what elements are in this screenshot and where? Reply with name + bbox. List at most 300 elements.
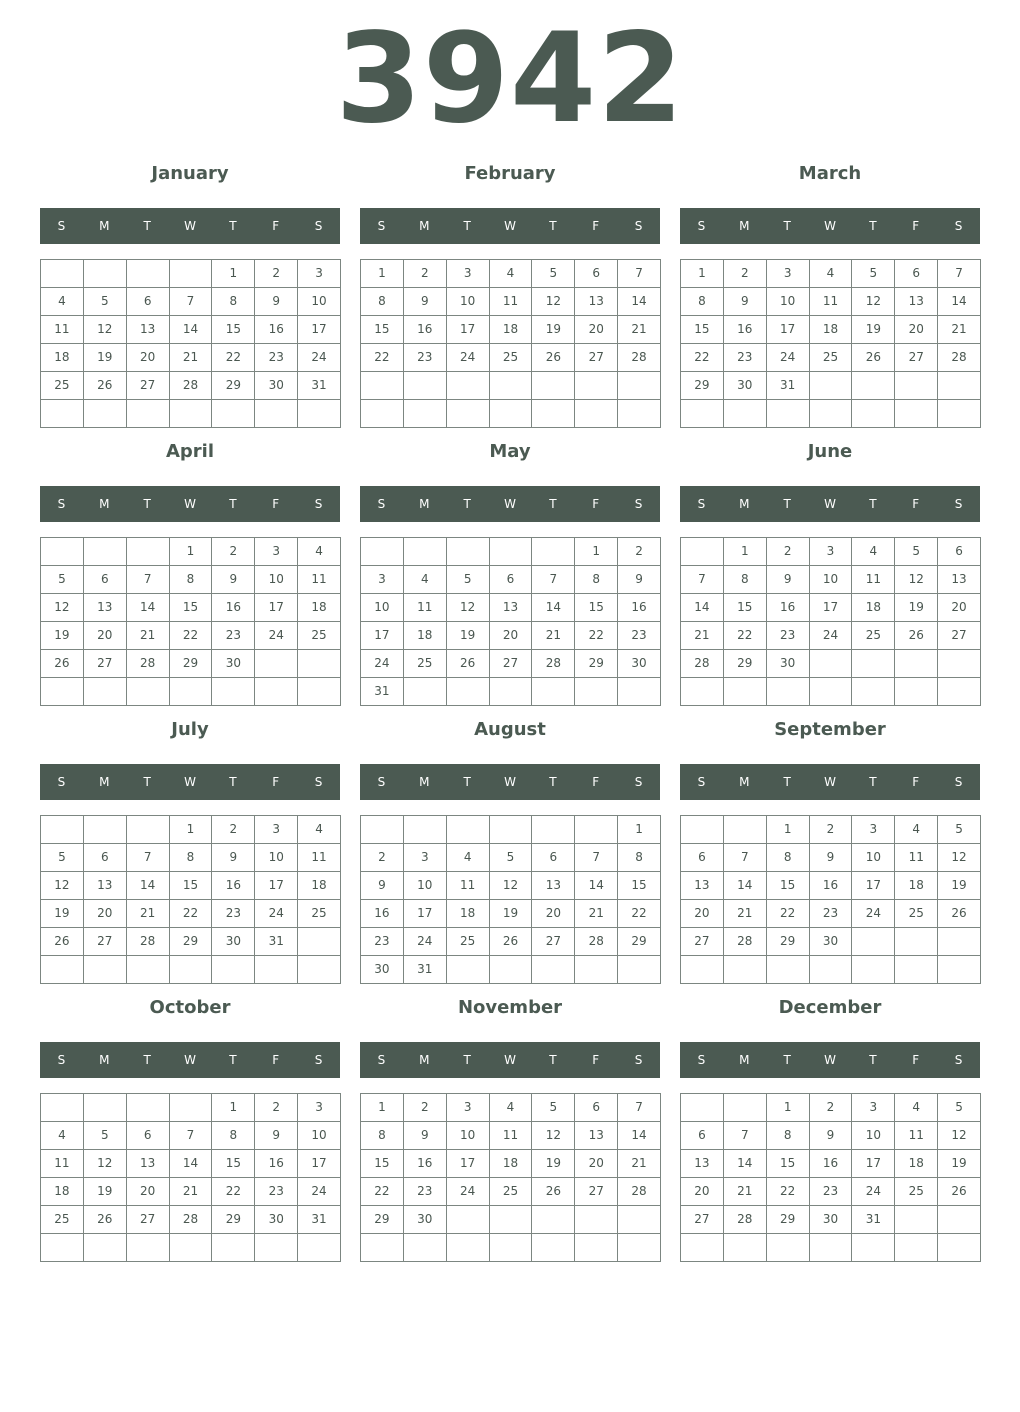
day-cell: 19 <box>938 872 981 900</box>
day-cell: 3 <box>298 260 341 288</box>
day-cell: 19 <box>84 344 127 372</box>
empty-day-cell <box>810 678 853 706</box>
weekday-label: M <box>419 1053 430 1067</box>
day-cell: 15 <box>170 872 213 900</box>
empty-day-cell <box>681 400 724 428</box>
day-cell: 19 <box>490 900 533 928</box>
day-cell: 26 <box>532 344 575 372</box>
day-cell: 5 <box>490 844 533 872</box>
day-cell: 18 <box>298 594 341 622</box>
day-grid <box>360 1093 661 1262</box>
day-cell: 6 <box>895 260 938 288</box>
day-cell: 13 <box>532 872 575 900</box>
day-cell: 26 <box>84 372 127 400</box>
weekday-label: M <box>99 497 110 511</box>
empty-day-cell <box>361 538 404 566</box>
day-cell: 1 <box>212 260 255 288</box>
day-cell: 21 <box>681 622 724 650</box>
day-cell: 23 <box>404 344 447 372</box>
weekday-label: W <box>504 775 516 789</box>
empty-day-cell <box>170 400 213 428</box>
day-cell: 19 <box>41 622 84 650</box>
day-cell: 29 <box>767 928 810 956</box>
day-cell: 15 <box>681 316 724 344</box>
day-cell: 2 <box>618 538 661 566</box>
day-cell: 31 <box>361 678 404 706</box>
day-cell: 1 <box>212 1094 255 1122</box>
day-cell: 25 <box>298 900 341 928</box>
day-cell: 21 <box>575 900 618 928</box>
day-cell: 12 <box>852 288 895 316</box>
day-cell: 10 <box>298 288 341 316</box>
day-grid <box>40 537 341 706</box>
empty-day-cell <box>404 816 447 844</box>
weekday-label: M <box>739 219 750 233</box>
empty-day-cell <box>575 1206 618 1234</box>
day-cell: 4 <box>852 538 895 566</box>
day-cell: 29 <box>575 650 618 678</box>
empty-day-cell <box>938 956 981 984</box>
day-cell: 19 <box>895 594 938 622</box>
empty-day-cell <box>447 372 490 400</box>
day-cell: 10 <box>255 566 298 594</box>
day-cell: 11 <box>41 1150 84 1178</box>
weekday-label: S <box>954 775 963 789</box>
empty-day-cell <box>255 650 298 678</box>
weekday-label: T <box>783 497 791 511</box>
day-cell: 29 <box>724 650 767 678</box>
day-cell: 10 <box>852 844 895 872</box>
day-cell: 12 <box>41 594 84 622</box>
empty-day-cell <box>810 400 853 428</box>
empty-day-cell <box>938 650 981 678</box>
day-cell: 12 <box>84 1150 127 1178</box>
weekday-label: W <box>824 497 836 511</box>
day-cell: 5 <box>532 1094 575 1122</box>
empty-day-cell <box>895 678 938 706</box>
day-cell: 28 <box>170 1206 213 1234</box>
weekday-label: S <box>634 1053 643 1067</box>
day-cell: 20 <box>490 622 533 650</box>
weekday-label: T <box>783 219 791 233</box>
empty-day-cell <box>618 400 661 428</box>
weekday-label: S <box>57 219 66 233</box>
day-cell: 1 <box>681 260 724 288</box>
month-name: April <box>165 441 215 462</box>
empty-day-cell <box>490 1234 533 1262</box>
day-grid <box>680 815 981 984</box>
empty-day-cell <box>255 678 298 706</box>
day-cell: 23 <box>361 928 404 956</box>
day-cell: 13 <box>681 872 724 900</box>
weekday-label: T <box>869 775 877 789</box>
weekday-label: M <box>419 219 430 233</box>
day-cell: 17 <box>298 316 341 344</box>
empty-day-cell <box>938 400 981 428</box>
day-cell: 6 <box>532 844 575 872</box>
month-name: October <box>149 997 231 1018</box>
empty-day-cell <box>681 538 724 566</box>
empty-day-cell <box>298 928 341 956</box>
day-cell: 2 <box>810 1094 853 1122</box>
weekday-label: T <box>229 219 237 233</box>
day-cell: 27 <box>490 650 533 678</box>
weekday-header-row <box>680 486 980 522</box>
day-cell: 14 <box>724 1150 767 1178</box>
day-cell: 28 <box>127 928 170 956</box>
day-cell: 17 <box>361 622 404 650</box>
weekday-label: S <box>57 775 66 789</box>
weekday-label: S <box>697 1053 706 1067</box>
day-cell: 18 <box>490 316 533 344</box>
day-cell: 6 <box>84 566 127 594</box>
empty-day-cell <box>681 678 724 706</box>
empty-day-cell <box>938 1234 981 1262</box>
empty-day-cell <box>575 678 618 706</box>
day-cell: 25 <box>298 622 341 650</box>
empty-day-cell <box>255 400 298 428</box>
day-cell: 23 <box>255 1178 298 1206</box>
day-cell: 8 <box>170 844 213 872</box>
day-cell: 27 <box>84 928 127 956</box>
empty-day-cell <box>767 1234 810 1262</box>
day-cell: 15 <box>767 1150 810 1178</box>
day-cell: 12 <box>532 288 575 316</box>
empty-day-cell <box>447 538 490 566</box>
day-cell: 20 <box>84 900 127 928</box>
empty-day-cell <box>127 678 170 706</box>
day-cell: 23 <box>212 622 255 650</box>
day-cell: 13 <box>84 872 127 900</box>
empty-day-cell <box>724 816 767 844</box>
day-cell: 10 <box>298 1122 341 1150</box>
day-cell: 21 <box>170 1178 213 1206</box>
day-cell: 12 <box>938 844 981 872</box>
weekday-label: W <box>824 219 836 233</box>
weekday-label: S <box>377 775 386 789</box>
day-cell: 23 <box>404 1178 447 1206</box>
empty-day-cell <box>298 956 341 984</box>
day-cell: 6 <box>681 1122 724 1150</box>
day-cell: 9 <box>404 1122 447 1150</box>
weekday-label: S <box>377 219 386 233</box>
day-cell: 4 <box>810 260 853 288</box>
empty-day-cell <box>170 956 213 984</box>
day-cell: 10 <box>810 566 853 594</box>
day-cell: 18 <box>41 1178 84 1206</box>
weekday-label: T <box>869 219 877 233</box>
day-cell: 4 <box>490 1094 533 1122</box>
weekday-label: T <box>549 497 557 511</box>
empty-day-cell <box>255 1234 298 1262</box>
empty-day-cell <box>618 1234 661 1262</box>
empty-day-cell <box>532 956 575 984</box>
day-cell: 5 <box>41 566 84 594</box>
day-cell: 24 <box>447 344 490 372</box>
day-cell: 3 <box>404 844 447 872</box>
day-cell: 4 <box>41 1122 84 1150</box>
day-cell: 26 <box>895 622 938 650</box>
weekday-label: T <box>869 1053 877 1067</box>
weekday-header-row <box>360 1042 660 1078</box>
weekday-label: S <box>697 219 706 233</box>
day-cell: 17 <box>767 316 810 344</box>
empty-day-cell <box>575 400 618 428</box>
month-name: September <box>774 719 886 740</box>
empty-day-cell <box>767 678 810 706</box>
day-cell: 7 <box>618 1094 661 1122</box>
day-cell: 11 <box>852 566 895 594</box>
empty-day-cell <box>895 956 938 984</box>
empty-day-cell <box>490 1206 533 1234</box>
day-cell: 11 <box>895 844 938 872</box>
day-cell: 3 <box>447 260 490 288</box>
day-cell: 25 <box>490 344 533 372</box>
day-cell: 11 <box>895 1122 938 1150</box>
day-cell: 23 <box>212 900 255 928</box>
weekday-label: T <box>463 219 471 233</box>
day-cell: 18 <box>895 1150 938 1178</box>
day-cell: 21 <box>532 622 575 650</box>
day-cell: 28 <box>938 344 981 372</box>
month-name: June <box>807 441 853 462</box>
weekday-label: F <box>592 497 600 511</box>
empty-day-cell <box>767 956 810 984</box>
weekday-label: F <box>272 775 280 789</box>
day-cell: 8 <box>724 566 767 594</box>
day-cell: 8 <box>212 1122 255 1150</box>
empty-day-cell <box>212 400 255 428</box>
weekday-label: M <box>739 775 750 789</box>
day-cell: 13 <box>84 594 127 622</box>
empty-day-cell <box>895 650 938 678</box>
day-cell: 24 <box>810 622 853 650</box>
weekday-label: M <box>99 775 110 789</box>
empty-day-cell <box>938 928 981 956</box>
weekday-label: F <box>272 497 280 511</box>
day-cell: 18 <box>447 900 490 928</box>
day-cell: 20 <box>127 344 170 372</box>
day-cell: 28 <box>170 372 213 400</box>
day-cell: 9 <box>212 844 255 872</box>
empty-day-cell <box>447 400 490 428</box>
day-cell: 14 <box>618 288 661 316</box>
day-cell: 7 <box>575 844 618 872</box>
weekday-label: W <box>184 775 196 789</box>
day-cell: 13 <box>575 288 618 316</box>
weekday-label: S <box>697 775 706 789</box>
day-cell: 7 <box>532 566 575 594</box>
day-cell: 29 <box>212 372 255 400</box>
day-cell: 16 <box>404 1150 447 1178</box>
day-cell: 5 <box>852 260 895 288</box>
day-cell: 7 <box>127 844 170 872</box>
day-cell: 1 <box>767 816 810 844</box>
day-cell: 26 <box>41 928 84 956</box>
day-cell: 25 <box>490 1178 533 1206</box>
day-cell: 9 <box>810 1122 853 1150</box>
weekday-label: T <box>143 219 151 233</box>
day-cell: 3 <box>361 566 404 594</box>
day-cell: 7 <box>681 566 724 594</box>
weekday-label: S <box>954 1053 963 1067</box>
weekday-label: T <box>143 497 151 511</box>
day-cell: 25 <box>41 372 84 400</box>
day-cell: 31 <box>404 956 447 984</box>
empty-day-cell <box>170 260 213 288</box>
day-cell: 27 <box>532 928 575 956</box>
empty-day-cell <box>127 260 170 288</box>
day-cell: 6 <box>127 1122 170 1150</box>
day-cell: 17 <box>255 872 298 900</box>
weekday-header-row <box>40 486 340 522</box>
day-cell: 31 <box>298 1206 341 1234</box>
day-cell: 31 <box>298 372 341 400</box>
empty-day-cell <box>532 1206 575 1234</box>
day-cell: 29 <box>767 1206 810 1234</box>
day-grid <box>360 815 661 984</box>
day-cell: 12 <box>84 316 127 344</box>
empty-day-cell <box>938 1206 981 1234</box>
day-cell: 12 <box>895 566 938 594</box>
day-cell: 11 <box>298 566 341 594</box>
empty-day-cell <box>84 678 127 706</box>
day-cell: 24 <box>852 1178 895 1206</box>
day-cell: 28 <box>618 344 661 372</box>
empty-day-cell <box>532 400 575 428</box>
empty-day-cell <box>618 956 661 984</box>
day-cell: 7 <box>170 288 213 316</box>
empty-day-cell <box>41 956 84 984</box>
day-cell: 18 <box>298 872 341 900</box>
day-cell: 26 <box>938 1178 981 1206</box>
empty-day-cell <box>724 400 767 428</box>
weekday-label: S <box>377 1053 386 1067</box>
weekday-label: F <box>912 1053 920 1067</box>
empty-day-cell <box>618 372 661 400</box>
weekday-label: F <box>912 219 920 233</box>
day-grid <box>680 259 981 428</box>
weekday-label: T <box>783 775 791 789</box>
empty-day-cell <box>212 956 255 984</box>
day-cell: 14 <box>127 872 170 900</box>
empty-day-cell <box>938 678 981 706</box>
day-cell: 9 <box>361 872 404 900</box>
day-cell: 28 <box>618 1178 661 1206</box>
day-cell: 2 <box>810 816 853 844</box>
day-cell: 3 <box>447 1094 490 1122</box>
day-cell: 2 <box>255 260 298 288</box>
day-cell: 18 <box>404 622 447 650</box>
day-cell: 4 <box>41 288 84 316</box>
empty-day-cell <box>618 1206 661 1234</box>
day-cell: 7 <box>724 1122 767 1150</box>
empty-day-cell <box>84 956 127 984</box>
month-name: November <box>457 997 563 1018</box>
day-cell: 29 <box>170 650 213 678</box>
day-cell: 15 <box>170 594 213 622</box>
day-cell: 30 <box>361 956 404 984</box>
day-cell: 4 <box>895 816 938 844</box>
day-cell: 27 <box>575 1178 618 1206</box>
day-cell: 16 <box>810 1150 853 1178</box>
day-cell: 2 <box>724 260 767 288</box>
empty-day-cell <box>852 678 895 706</box>
weekday-header-row <box>360 764 660 800</box>
weekday-header-row <box>40 1042 340 1078</box>
day-cell: 28 <box>681 650 724 678</box>
day-cell: 17 <box>298 1150 341 1178</box>
empty-day-cell <box>84 260 127 288</box>
day-cell: 1 <box>361 1094 404 1122</box>
day-cell: 9 <box>212 566 255 594</box>
month-name: March <box>798 163 862 184</box>
empty-day-cell <box>404 372 447 400</box>
day-cell: 30 <box>767 650 810 678</box>
day-cell: 19 <box>938 1150 981 1178</box>
day-cell: 5 <box>84 1122 127 1150</box>
day-cell: 9 <box>810 844 853 872</box>
day-cell: 9 <box>255 1122 298 1150</box>
day-grid <box>360 259 661 428</box>
empty-day-cell <box>170 1234 213 1262</box>
day-cell: 21 <box>618 316 661 344</box>
day-cell: 11 <box>490 1122 533 1150</box>
day-cell: 21 <box>127 622 170 650</box>
day-cell: 30 <box>404 1206 447 1234</box>
month-name: February <box>464 163 556 184</box>
empty-day-cell <box>84 1094 127 1122</box>
day-cell: 8 <box>575 566 618 594</box>
day-cell: 4 <box>895 1094 938 1122</box>
day-cell: 15 <box>724 594 767 622</box>
day-cell: 18 <box>895 872 938 900</box>
empty-day-cell <box>404 678 447 706</box>
day-cell: 29 <box>212 1206 255 1234</box>
empty-day-cell <box>41 400 84 428</box>
weekday-label: T <box>143 1053 151 1067</box>
day-cell: 13 <box>127 316 170 344</box>
empty-day-cell <box>810 1234 853 1262</box>
weekday-header-row <box>360 208 660 244</box>
day-cell: 27 <box>127 1206 170 1234</box>
day-cell: 22 <box>170 900 213 928</box>
day-cell: 24 <box>361 650 404 678</box>
day-cell: 8 <box>170 566 213 594</box>
day-cell: 9 <box>767 566 810 594</box>
day-cell: 5 <box>938 1094 981 1122</box>
day-cell: 30 <box>212 928 255 956</box>
day-cell: 20 <box>681 900 724 928</box>
day-cell: 20 <box>127 1178 170 1206</box>
weekday-label: T <box>463 775 471 789</box>
day-cell: 5 <box>895 538 938 566</box>
day-cell: 26 <box>447 650 490 678</box>
empty-day-cell <box>298 678 341 706</box>
day-cell: 10 <box>255 844 298 872</box>
day-cell: 3 <box>852 1094 895 1122</box>
day-cell: 15 <box>361 316 404 344</box>
day-cell: 16 <box>255 316 298 344</box>
empty-day-cell <box>361 372 404 400</box>
weekday-label: T <box>549 219 557 233</box>
day-cell: 2 <box>212 816 255 844</box>
day-cell: 1 <box>170 538 213 566</box>
day-cell: 16 <box>212 594 255 622</box>
weekday-header-row <box>680 208 980 244</box>
day-cell: 30 <box>810 1206 853 1234</box>
empty-day-cell <box>127 816 170 844</box>
